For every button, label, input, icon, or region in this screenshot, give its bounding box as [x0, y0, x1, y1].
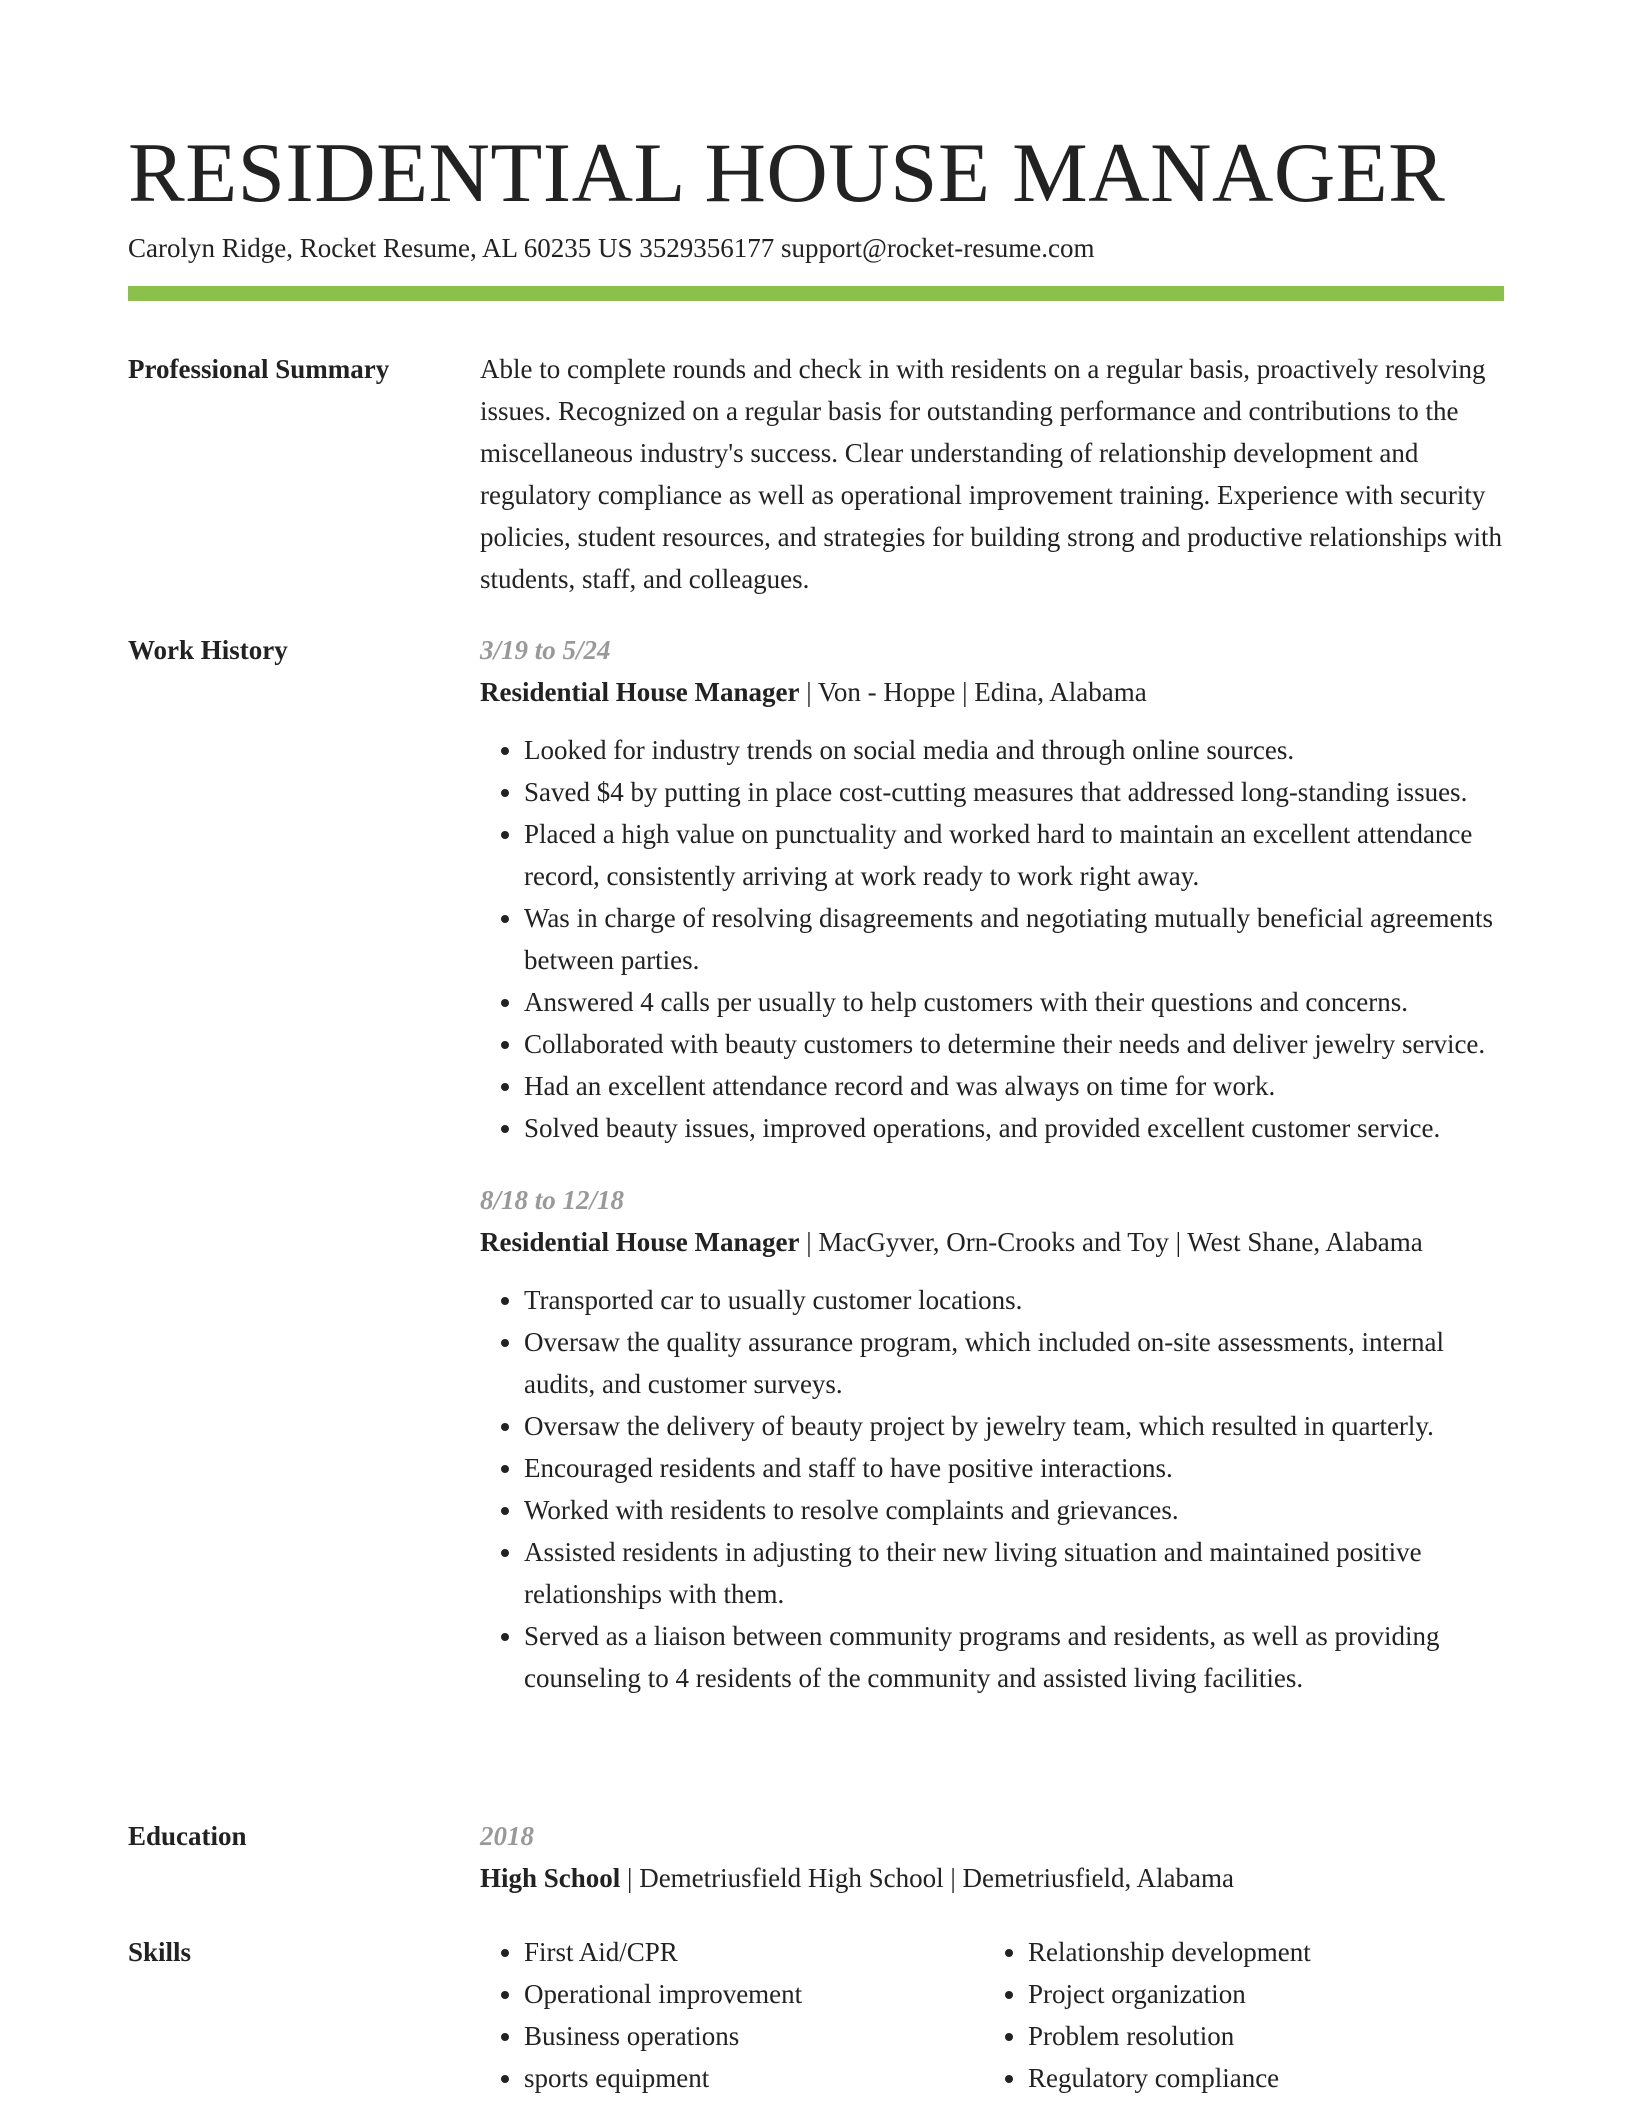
job-details: | Von - Hoppe | Edina, Alabama — [799, 677, 1147, 707]
education-year: 2018 — [480, 1821, 534, 1851]
job-bullet: • Oversaw the delivery of beauty project by jewelry team, which resulted in quarterly. — [524, 1405, 1504, 1447]
job-bullet: • Answered 4 calls per usually to help customers with their questions and concerns. — [524, 981, 1504, 1023]
job-bullet: • Transported car to usually customer locations. — [524, 1279, 1504, 1321]
job-bullet: • Worked with residents to resolve complaints and grievances. — [524, 1489, 1504, 1531]
skill-item: • Project organization — [1028, 1973, 1488, 2015]
education-body — [480, 1815, 1504, 1899]
accent-divider — [128, 286, 1504, 301]
job-bullet: • Assisted residents in adjusting to their new living situation and maintained positive relationships with them. — [524, 1531, 1504, 1615]
contact-line: Carolyn Ridge, Rocket Resume, AL 60235 US 3529356177 support@rocket-resume.com — [128, 233, 1095, 263]
job-role-line — [480, 671, 1504, 713]
skill-item: • Regulatory compliance — [1028, 2057, 1488, 2099]
job-role-line — [480, 1221, 1504, 1263]
job-bullet: • Looked for industry trends on social media and through online sources. — [524, 729, 1504, 771]
work-history-label: Work History — [128, 635, 288, 665]
skills-list-left — [480, 1931, 984, 2099]
summary-text: Able to complete rounds and check in with residents on a regular basis, proactively resolving issues. Recognized on a regular basis for outstanding performance and contributions to the miscellaneous industry's success. Clear understanding of relationship development and regulatory compliance as well as operational improvement training. Experience with security policies, student resources, and strategies for building strong and productive relationships with students, staff, and colleagues. — [480, 354, 1503, 594]
education-details: | Demetriusfield High School | Demetriusfield, Alabama — [620, 1863, 1234, 1893]
job-bullet: • Saved $4 by putting in place cost-cutting measures that addressed long-standing issues. — [524, 771, 1504, 813]
job-bullet: • Encouraged residents and staff to have positive interactions. — [524, 1447, 1504, 1489]
job-bullet: • Placed a high value on punctuality and worked hard to maintain an excellent attendance record, consistently arriving at work ready to work right away. — [524, 813, 1504, 897]
skills-body — [480, 1931, 1504, 2099]
job-entry — [480, 1179, 1504, 1699]
job-title: Residential House Manager — [480, 677, 800, 707]
skill-item: • sports equipment — [524, 2057, 984, 2099]
education-label: Education — [128, 1821, 247, 1851]
skills-label: Skills — [128, 1937, 192, 1967]
education-line — [480, 1857, 1504, 1899]
summary-label: Professional Summary — [128, 354, 390, 384]
skills-columns — [480, 1931, 1504, 2099]
resume-title: RESIDENTIAL HOUSE MANAGER — [128, 126, 1446, 220]
job-title: Residential House Manager — [480, 1227, 800, 1257]
skill-item: • Business operations — [524, 2015, 984, 2057]
job-bullet-list — [480, 1279, 1504, 1699]
skills-list-right — [984, 1931, 1488, 2099]
work-history-body — [480, 629, 1504, 1699]
job-bullet: • Had an excellent attendance record and was always on time for work. — [524, 1065, 1504, 1107]
job-bullet: • Oversaw the quality assurance program, which included on-site assessments, internal audits, and customer surveys. — [524, 1321, 1504, 1405]
skill-item: • Problem resolution — [1028, 2015, 1488, 2057]
job-bullet-list — [480, 729, 1504, 1149]
job-details: | MacGyver, Orn-Crooks and Toy | West Shane, Alabama — [799, 1227, 1423, 1257]
job-bullet: • Solved beauty issues, improved operations, and provided excellent customer service. — [524, 1107, 1504, 1149]
job-dates: 3/19 to 5/24 — [480, 635, 611, 665]
skill-item: • Relationship development — [1028, 1931, 1488, 1973]
job-bullet: • Was in charge of resolving disagreements and negotiating mutually beneficial agreements between parties. — [524, 897, 1504, 981]
job-entry — [480, 629, 1504, 1149]
summary-body — [480, 348, 1504, 600]
job-bullet: • Collaborated with beauty customers to determine their needs and deliver jewelry service. — [524, 1023, 1504, 1065]
education-degree: High School — [480, 1863, 621, 1893]
job-bullet: • Served as a liaison between community programs and residents, as well as providing counseling to 4 residents of the community and assisted living facilities. — [524, 1615, 1504, 1699]
skill-item: • Operational improvement — [524, 1973, 984, 2015]
skill-item: • First Aid/CPR — [524, 1931, 984, 1973]
job-dates: 8/18 to 12/18 — [480, 1185, 625, 1215]
